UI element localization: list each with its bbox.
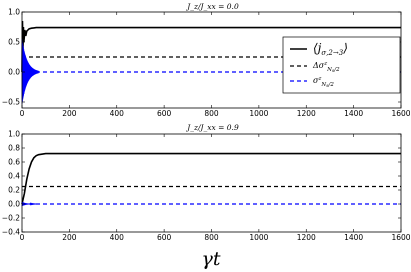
legend-delta-sup: z: [324, 61, 328, 67]
x-axis-label: γt: [201, 248, 221, 270]
panel1-xtick-label: 0: [19, 109, 25, 118]
panel1-title: J_z/J_xx = 0.0: [187, 2, 239, 11]
panel1-ytick-label: 0.0: [8, 67, 20, 77]
panel1-ytick-label: 0.5: [8, 37, 20, 47]
panel2-xtick-label: 1600: [391, 233, 411, 242]
panel2-ytick-label: 1.0: [8, 129, 20, 139]
panel2-ytick-label: 0.8: [8, 143, 20, 153]
panel2-ytick-label: 0.0: [8, 199, 20, 209]
panel2-ytick-label: 0.6: [8, 157, 20, 167]
panel2-ytick-label: −0.4: [1, 227, 20, 237]
panel1-xtick-label: 600: [156, 109, 172, 118]
panel1-xtick-label: 1000: [249, 109, 269, 118]
panel1-ytick-label: −0.5: [1, 97, 20, 107]
panel2-xtick-label: 1400: [344, 233, 364, 242]
legend-sigma-sup: z: [318, 76, 322, 82]
panel1-xtick-label: 400: [109, 109, 124, 118]
panel2-xtick-label: 1000: [249, 233, 269, 242]
panel2-xtick-label: 0: [19, 233, 25, 242]
panel1-ytick-label: 1.0: [8, 7, 20, 17]
panel1-xtick-label: 1600: [391, 109, 411, 118]
panel2-title: J_z/J_xx = 0.9: [187, 123, 239, 132]
panel1-xtick-label: 200: [62, 109, 77, 118]
panel2-xtick-label: 1200: [296, 233, 316, 242]
legend-delta-subsub: s: [331, 69, 335, 74]
legend-delta-sub: N: [327, 67, 332, 73]
panel2-xtick-label: 400: [109, 233, 124, 242]
legend-delta-main: Δσ: [313, 61, 325, 70]
legend-current-main: ⟨j: [313, 41, 322, 55]
legend-sigma-tail: /2: [328, 82, 334, 88]
panel2-ytick-label: 0.2: [8, 185, 20, 195]
legend: [283, 37, 400, 93]
panel1-xtick-label: 1400: [344, 109, 364, 118]
panel2-xtick-label: 200: [62, 233, 77, 242]
panel2-xtick-label: 800: [204, 233, 219, 242]
legend-delta-tail: /2: [334, 67, 340, 73]
legend-sigma-main: σ: [313, 76, 319, 85]
legend-sigma-sub: N: [321, 82, 327, 88]
panel2-series-1-line: [22, 154, 401, 204]
panel2-plot: [2, 130, 411, 242]
panel2-axes-frame: [22, 134, 401, 232]
legend-current-sub: σ,2→3: [321, 49, 344, 57]
legend-box: [283, 37, 400, 93]
panel1-xtick-label: 800: [204, 109, 219, 118]
panel1-xtick-label: 1200: [296, 109, 316, 118]
legend-sigma-subsub: s: [326, 84, 329, 89]
panel2-ytick-label: −0.2: [1, 213, 20, 223]
panel2-ytick-label: 0.4: [8, 171, 20, 181]
legend-current-close: ⟩: [343, 41, 348, 55]
panel2-xtick-label: 600: [156, 233, 172, 242]
